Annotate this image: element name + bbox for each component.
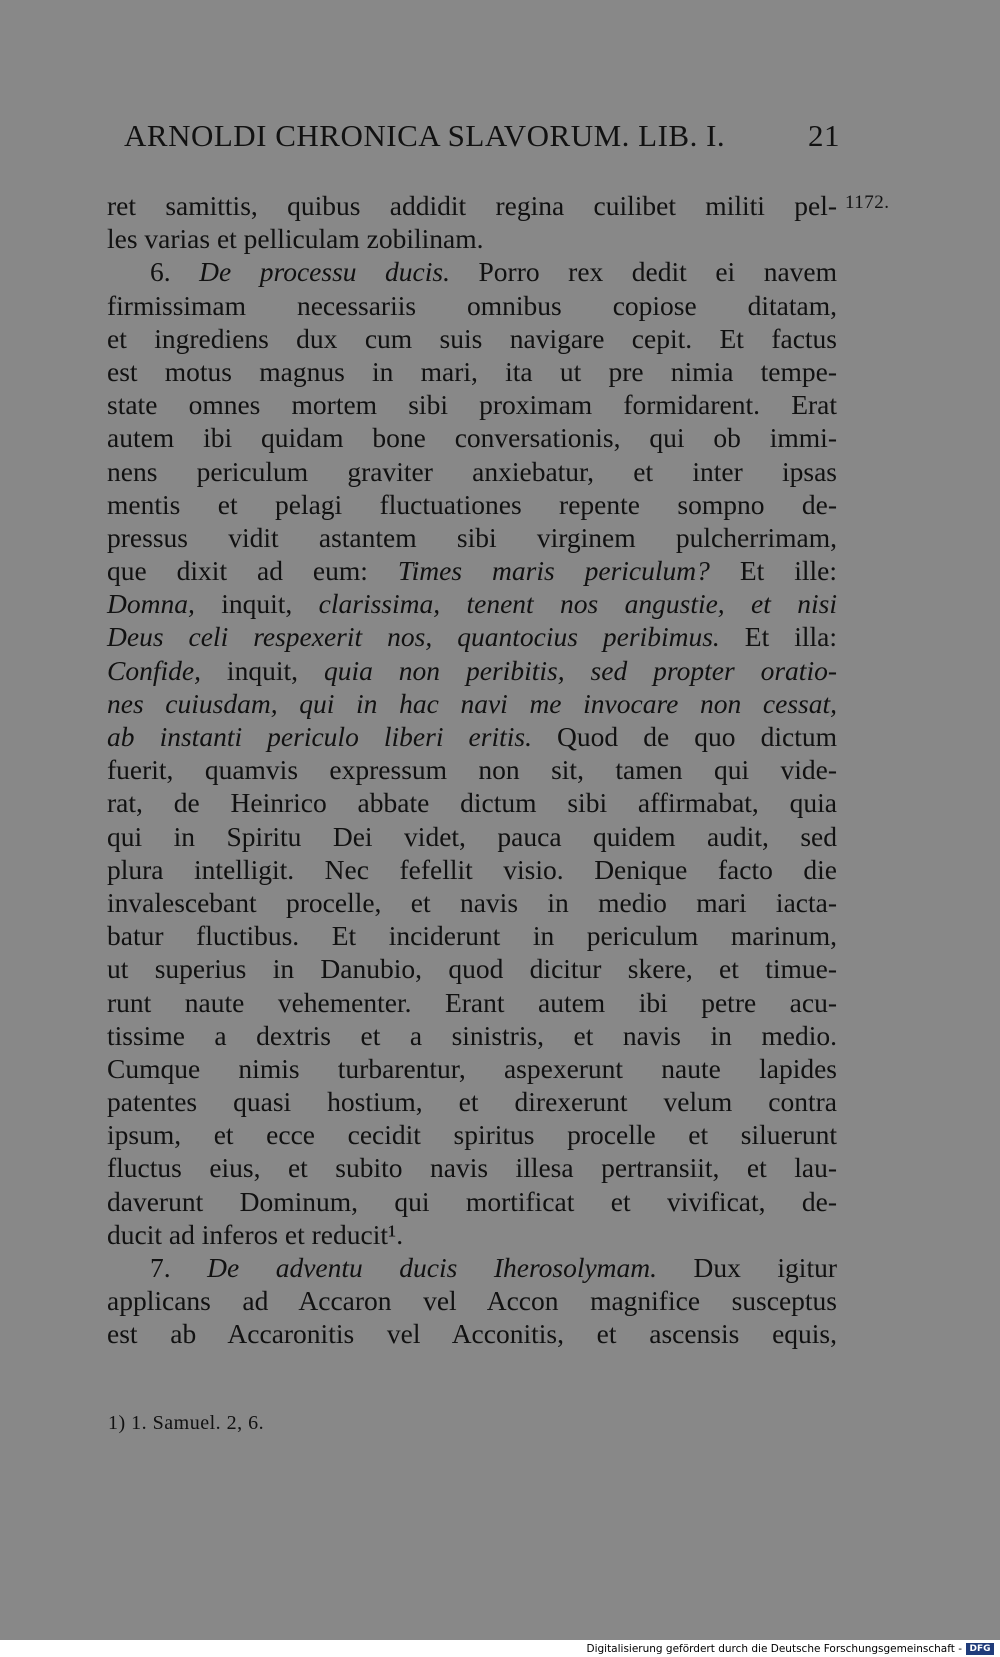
text-line (107, 289, 837, 322)
text-segment: ret samittis, quibus addidit regina cuilibet militi pel- (107, 190, 837, 221)
text-segment: applicans ad Accaron vel Accon magnifice susceptus (107, 1285, 837, 1317)
text-line (107, 620, 837, 653)
italic-segment: De processu ducis. (199, 256, 450, 288)
text-line (107, 1284, 837, 1317)
text-line (107, 322, 837, 355)
text-segment: ut superius in Danubio, quod dicitur skere, et timue- (107, 953, 837, 985)
footer-credit: Digitalisierung gefördert durch die Deutsche Forschungsgemeinschaft - (586, 1643, 962, 1655)
page-header (124, 118, 840, 158)
text-segment: qui in Spiritu Dei videt, pauca quidem audit, sed (107, 820, 837, 852)
text-segment: invalescebant procelle, et navis in medio mari iacta- (107, 886, 837, 918)
text-line (107, 587, 837, 620)
margin-year-note: 1172. (845, 192, 890, 213)
text-segment: autem ibi quidam bone conversationis, qui ob immi- (107, 422, 837, 454)
text-line (107, 753, 837, 786)
text-segment: patentes quasi hostium, et direxerunt velum contra (107, 1086, 837, 1118)
text-line (107, 1317, 837, 1350)
text-segment: mentis et pelagi fluctuationes repente sompno de- (107, 488, 837, 520)
text-segment: pressus vidit astantem sibi virginem pulcherrimam, (107, 521, 837, 553)
text-line (107, 853, 837, 886)
footnote: 1) 1. Samuel. 2, 6. (108, 1412, 265, 1434)
text-line (107, 421, 837, 454)
italic-segment: Times maris periculum? (397, 555, 710, 587)
text-line (107, 1052, 837, 1085)
text-segment: Quod de quo dictum (531, 721, 837, 752)
text-segment: plura intelligit. Nec fefellit visio. Denique facto die (107, 853, 837, 885)
text-segment: est motus magnus in mari, ita ut pre nimia tempe- (107, 355, 837, 387)
text-segment: Cumque nimis turbarentur, aspexerunt naute lapides (107, 1052, 837, 1084)
text-segment: est ab Accaronitis vel Acconitis, et ascensis equis, (107, 1318, 837, 1350)
text-line (107, 654, 837, 687)
text-segment: firmissimam necessariis omnibus copiose ditatam, (107, 289, 837, 321)
text-line (107, 1251, 837, 1284)
text-line (107, 455, 837, 488)
text-segment: Porro rex dedit ei navem (449, 256, 838, 288)
text-segment: inquit, (200, 654, 324, 686)
text-segment: fuerit, quamvis expressum non sit, tamen qui vide- (107, 754, 837, 786)
text-line (107, 1218, 837, 1251)
text-line (107, 1019, 837, 1052)
page-number: 21 (808, 118, 840, 153)
text-segment: tissime a dextris et a sinistris, et navis in medio. (107, 1019, 837, 1051)
text-line (107, 1085, 837, 1118)
text-line (107, 1118, 837, 1151)
text-segment: inquit, (194, 588, 319, 620)
italic-segment: De adventu ducis Iherosolymam. (207, 1252, 658, 1283)
text-line (107, 919, 837, 952)
text-segment: que dixit ad eum: (107, 555, 398, 587)
text-line (107, 189, 837, 222)
text-line (107, 355, 837, 388)
italic-segment: ab instanti periculo liberi eritis. (107, 721, 532, 752)
text-line (107, 786, 837, 819)
text-segment: rat, de Heinrico abbate dictum sibi affirmabat, quia (107, 787, 837, 819)
text-line (107, 1151, 837, 1184)
text-segment: Et ille: (709, 555, 837, 587)
text-segment: ipsum, et ecce cecidit spiritus procelle et siluerunt (107, 1119, 837, 1151)
text-line (107, 886, 837, 919)
text-segment: et ingrediens dux cum suis navigare cepit. Et factus (107, 322, 837, 354)
italic-segment: quia non peribitis, sed propter oratio- (323, 654, 837, 686)
text-segment: 6. (150, 256, 200, 288)
text-segment: 7. (150, 1252, 208, 1283)
text-line (107, 720, 837, 753)
text-line (107, 488, 837, 521)
italic-segment: Deus celi respexerit nos, quantocius peribimus. (107, 621, 720, 653)
text-line (107, 554, 837, 587)
text-segment: daverunt Dominum, qui mortificat et vivificat, de- (107, 1185, 837, 1217)
text-segment: state omnes mortem sibi proximam formidarent. Erat (107, 389, 837, 421)
text-segment: Et illa: (719, 621, 837, 653)
dfg-logo: DFG (966, 1643, 994, 1655)
text-line (107, 1185, 837, 1218)
text-line (107, 952, 837, 985)
text-segment: les varias et pelliculam zobilinam. (107, 223, 484, 255)
body-text (107, 189, 837, 1351)
running-title: ARNOLDI CHRONICA SLAVORUM. LIB. I. (124, 118, 726, 153)
italic-segment: nes cuiusdam, qui in hac navi me invocare non cessat, (107, 687, 837, 719)
text-segment: nens periculum graviter anxiebatur, et inter ipsas (107, 455, 837, 487)
text-line (107, 687, 837, 720)
text-line (107, 986, 837, 1019)
digitization-footer (0, 1640, 1000, 1657)
italic-segment: clarissima, tenent nos angustie, et nisi (318, 588, 838, 620)
text-line (107, 521, 837, 554)
text-segment: Dux igitur (657, 1252, 837, 1283)
text-line (107, 820, 837, 853)
text-line (107, 388, 837, 421)
text-segment: ducit ad inferos et reducit¹. (107, 1218, 404, 1250)
text-segment: runt naute vehementer. Erant autem ibi petre acu- (107, 986, 837, 1018)
italic-segment: Confide, (107, 654, 201, 686)
text-line (107, 222, 837, 255)
text-line (107, 255, 837, 288)
italic-segment: Domna, (107, 588, 195, 620)
text-segment: batur fluctibus. Et inciderunt in periculum marinum, (107, 920, 837, 952)
text-segment: fluctus eius, et subito navis illesa pertransiit, et lau- (107, 1152, 837, 1184)
